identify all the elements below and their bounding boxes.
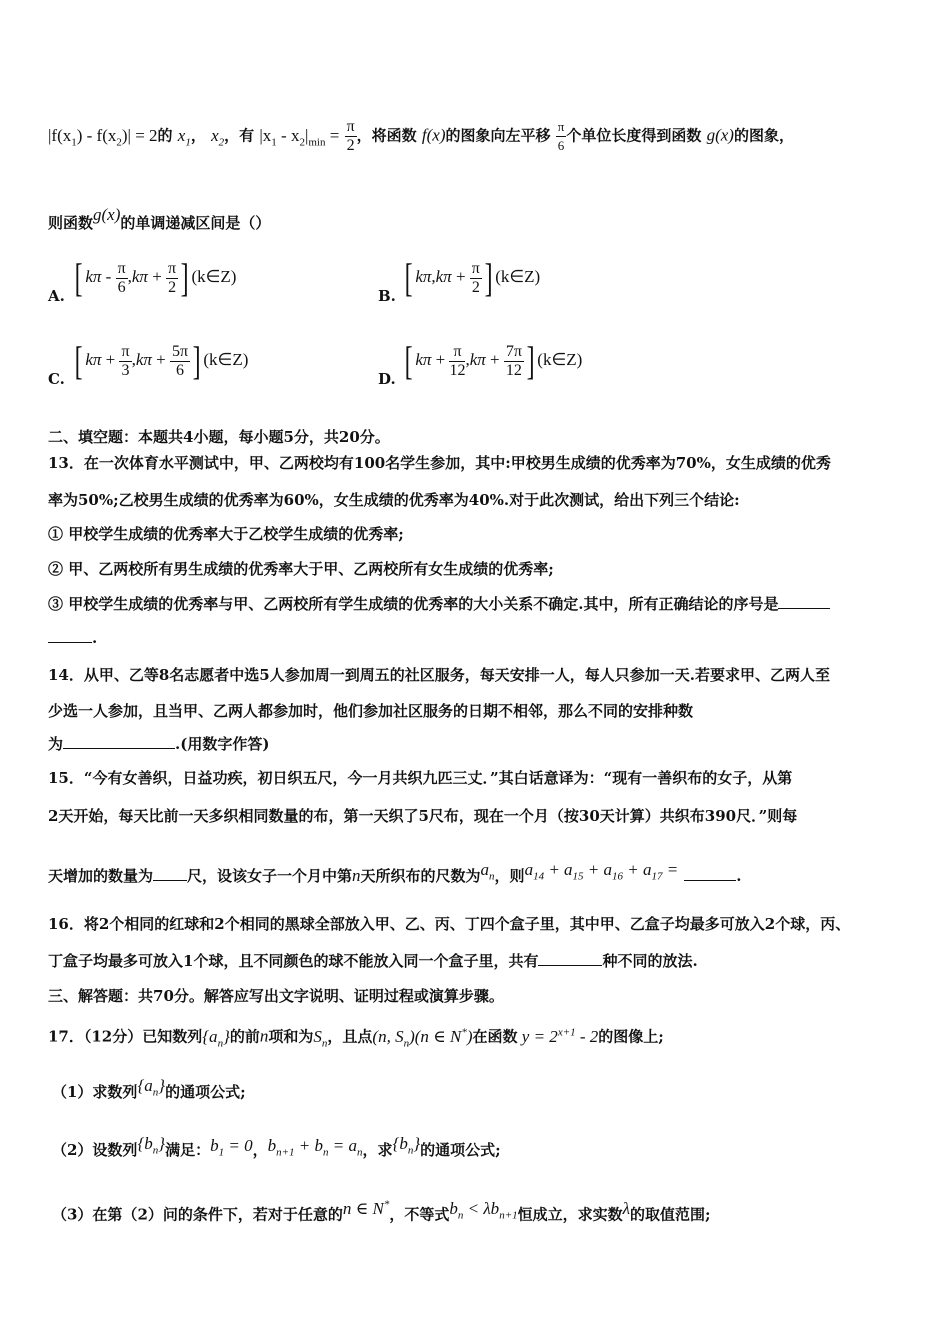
formula-fx: f(x): [421, 125, 446, 145]
frac-pi-over-6: $\frac{\pi}{6}$: [557, 119, 565, 153]
option-c-label[interactable]: C.: [48, 370, 65, 388]
q17-part-3: （3）在第（2）问的条件下，若对于任意的n ∈ N*，不等式$b_n < \lambda b_{n+1}$恒成立，求实数λ的取值范围;: [52, 1198, 711, 1224]
formula-min-distance: $|x_1 - x_2|_{min}$ =: [259, 125, 340, 148]
option-d-label[interactable]: D.: [378, 370, 396, 388]
option-c-expression[interactable]: [ kπ + $\frac{\pi}{3}$ ,kπ + $\frac{5\pi}{6}$ ] (k∈Z): [74, 338, 249, 383]
q17-part-2: （2）设数列$\{b_n\}$满足：$b_1 = 0$，$b_{n+1} + b_n = a_n$，求$\{b_n\}$的通项公式;: [52, 1134, 501, 1159]
q13-blank-continuation: .: [48, 628, 97, 648]
q15-line-1: 15．“今有女善织，日益功疾，初日织五尺，今一月共织九匹三丈．”其白话意译为：“现有一善织布的女子，从第: [48, 769, 793, 787]
q13-answer-blank[interactable]: [778, 594, 830, 609]
q15-line-2: 2天开始，每天比前一天多织相同数量的布，第一天织了5尺布，现在一个月（按30天计算）共织布390尺．”则每: [48, 807, 798, 825]
q15-answer-blank-1[interactable]: [153, 866, 187, 881]
q16-line-1: 16．将2个相同的红球和2个相同的黑球全部放入甲、乙、丙、丁四个盒子里，其中甲、乙盒子均最多可放入2个球，丙、: [48, 915, 851, 933]
q17-intro: 17．（12分）已知数列$\{a_n\}$的前n项和为$S_n$，且点(n, $S_n)(n$ ∈ N*)在函数 $y = 2^{x+1} - 2$的图像上;: [48, 1026, 664, 1050]
section-2-heading: 二、填空题：本题共4小题，每小题5分，共20分。: [48, 428, 390, 446]
formula-abs-diff: $|f(x_1) - f(x_2)| = 2$: [48, 125, 158, 148]
q14-answer-blank[interactable]: [63, 734, 175, 749]
q13-conclusion-3: ③ 甲校学生成绩的优秀率与甲、乙两校所有学生成绩的优秀率的大小关系不确定.其中，所有正确结论的序号是: [48, 594, 830, 614]
formula-gx: g(x): [706, 125, 734, 145]
option-b-label[interactable]: B.: [378, 287, 396, 305]
q13-conclusion-2: ② 甲、乙两校所有男生成绩的优秀率大于甲、乙两校所有女生成绩的优秀率;: [48, 560, 554, 578]
formula-x2: $x_2$: [211, 125, 225, 148]
frac-pi-over-2: $\frac{\pi}{2}$: [346, 118, 355, 154]
q13-line-1: 13．在一次体育水平测试中，甲、乙两校均有100名学生参加，其中:甲校男生成绩的优秀率为70%，女生成绩的优秀: [48, 454, 831, 472]
q13-conclusion-1: ① 甲校学生成绩的优秀率大于乙校学生成绩的优秀率;: [48, 525, 404, 543]
option-a-expression[interactable]: [ kπ - $\frac{\pi}{6}$ ,kπ + $\frac{\pi}{2}$ ] (k∈Z): [74, 255, 237, 300]
formula-x1: $x_1$: [177, 125, 191, 148]
q12-question-line: 则函数g(x)的单调递减区间是（）: [48, 205, 271, 232]
section-3-heading: 三、解答题：共70分。解答应写出文字说明、证明过程或演算步骤。: [48, 987, 504, 1005]
q15-answer-blank-2[interactable]: [684, 866, 736, 881]
option-d-expression[interactable]: [ kπ + $\frac{\pi}{12}$ ,kπ + $\frac{7\pi}{12}$ ] (k∈Z): [404, 338, 583, 383]
q15-line-3: 天增加的数量为 尺，设该女子一个月中第n天所织布的尺数为$a_n$，则$a_{14} + a_{15} + a_{16} + a_{17}$ = .: [48, 860, 742, 885]
q13-answer-blank-2[interactable]: [48, 628, 92, 643]
formula-gx-2: g(x): [93, 205, 121, 224]
q14-line-2: 少选一人参加，且当甲、乙两人都参加时，他们参加社区服务的日期不相邻，那么不同的安排种数: [48, 702, 694, 720]
q16-answer-blank[interactable]: [538, 951, 602, 966]
q13-line-2: 率为50%;乙校男生成绩的优秀率为60%，女生成绩的优秀率为40%.对于此次测试，给出下列三个结论:: [48, 491, 740, 509]
q12-condition-line: $|f(x_1) - f(x_2)| = 2$的 $x_1$， $x_2$，有 $|x_1 - x_2|_{min}$ = $\frac{\pi}{2}$ ，将函数 f(x)的图象向左平移 $\frac{\pi}{6}$ 个单位长度得到函数 g(x)的图象，: [48, 118, 794, 154]
q17-part-1: （1）求数列$\{a_n\}$的通项公式;: [52, 1076, 246, 1101]
option-a-label[interactable]: A.: [48, 287, 65, 305]
option-b-expression[interactable]: [ kπ,kπ + $\frac{\pi}{2}$ ] (k∈Z): [404, 255, 541, 300]
q16-line-2: 丁盒子均最多可放入1个球，且不同颜色的球不能放入同一个盒子里，共有 种不同的放法.: [48, 952, 698, 970]
q14-line-1: 14．从甲、乙等8名志愿者中选5人参加周一到周五的社区服务，每天安排一人，每人只参加一天.若要求甲、乙两人至: [48, 666, 830, 684]
q14-line-3: 为 .(用数字作答): [48, 735, 270, 753]
